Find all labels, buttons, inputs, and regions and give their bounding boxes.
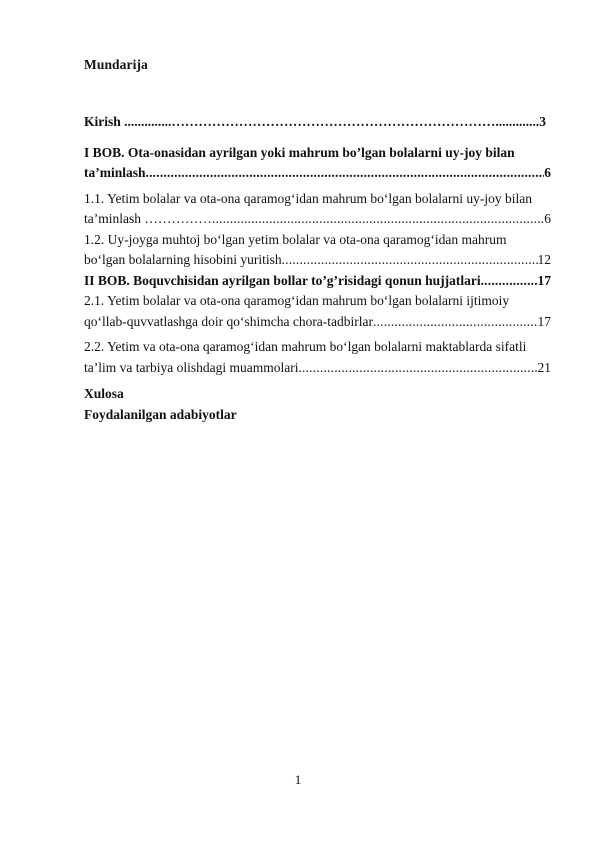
- toc-entry-section-2-1[interactable]: [84, 291, 551, 332]
- toc-entry-label: 2.1. Yetim bolalar va ota-ona qaramog‘idan mahrum bo‘lgan bolalarni ijtimoiy: [84, 293, 510, 308]
- toc-line: [84, 189, 551, 210]
- dot-leader: [481, 271, 538, 292]
- toc-line: [84, 291, 551, 312]
- dot-leader: [146, 163, 545, 184]
- toc-entry-label-cont: ta’lim va tarbiya olishdagi muammolari: [84, 359, 299, 375]
- toc-entry-references[interactable]: Foydalanilgan adabiyotlar: [84, 407, 237, 422]
- page-number: 1: [294, 772, 302, 787]
- dot-leader: [212, 209, 544, 230]
- toc-line: [84, 112, 551, 133]
- toc-line: [84, 163, 551, 184]
- toc-entry-label-cont: ta’minlash: [84, 165, 146, 180]
- toc-entry-label: II BOB. Boquvchisidan ayrilgan bollar to’g’risidagi qonun hujjatlari: [84, 272, 481, 288]
- toc-line: [84, 337, 551, 358]
- toc-page-number: 12: [537, 252, 551, 267]
- toc-entry-label-cont: ta’minlash ……………: [84, 211, 212, 226]
- toc-line: [84, 209, 551, 230]
- dot-leader: [298, 358, 537, 379]
- toc-entry-section-2-2[interactable]: [84, 337, 551, 378]
- toc-line: [84, 271, 551, 292]
- toc-entry-chapter-1[interactable]: [84, 143, 551, 184]
- toc-page-number: 3: [539, 114, 547, 129]
- toc-line: [84, 312, 551, 333]
- toc-page-number: 6: [544, 165, 551, 180]
- toc-entry-intro[interactable]: [84, 112, 551, 133]
- toc-entry-label: 1.1. Yetim bolalar va ota-ona qaramog‘idan mahrum bo‘lgan bolalarni uy-joy bilan: [84, 190, 533, 206]
- toc-entry-label-cont: bo‘lgan bolalarning hisobini yuritish: [84, 252, 282, 267]
- dot-leader: [282, 250, 538, 271]
- toc-line: [84, 230, 551, 251]
- toc-entry-label: 2.2. Yetim va ota-ona qaramog‘idan mahrum bo‘lgan bolalarni maktablarda sifatli: [84, 339, 527, 354]
- toc-line: [84, 143, 551, 164]
- toc-entry-conclusion[interactable]: Xulosa: [84, 386, 124, 401]
- toc-line: [84, 250, 551, 271]
- toc-line: [84, 358, 551, 379]
- toc-page-number: 17: [537, 313, 551, 329]
- toc-entry-section-1-1[interactable]: [84, 189, 551, 230]
- toc-entry-chapter-2[interactable]: [84, 271, 551, 292]
- toc-entry-label-cont: qo‘llab-quvvatlashga doir qo‘shimcha chora-tadbirlar: [84, 313, 374, 329]
- toc-entry-label: I BOB. Ota-onasidan ayrilgan yoki mahrum bo’lgan bolalarni uy-joy bilan: [84, 144, 515, 160]
- toc-page-number: 17: [537, 272, 551, 288]
- dot-leader: [373, 312, 537, 333]
- toc-entry-label: Kirish ..............……………………………………………………………….............: [84, 114, 540, 129]
- toc-page-number: 6: [544, 211, 551, 226]
- toc-page-number: 21: [537, 359, 551, 375]
- toc-entry-section-1-2[interactable]: [84, 230, 551, 271]
- table-of-contents: [84, 112, 551, 425]
- toc-entry-label: 1.2. Uy-joyga muhtoj bo‘lgan yetim bolalar va ota-ona qaramog‘idan mahrum: [84, 231, 507, 247]
- page-title: Mundarija: [84, 57, 148, 72]
